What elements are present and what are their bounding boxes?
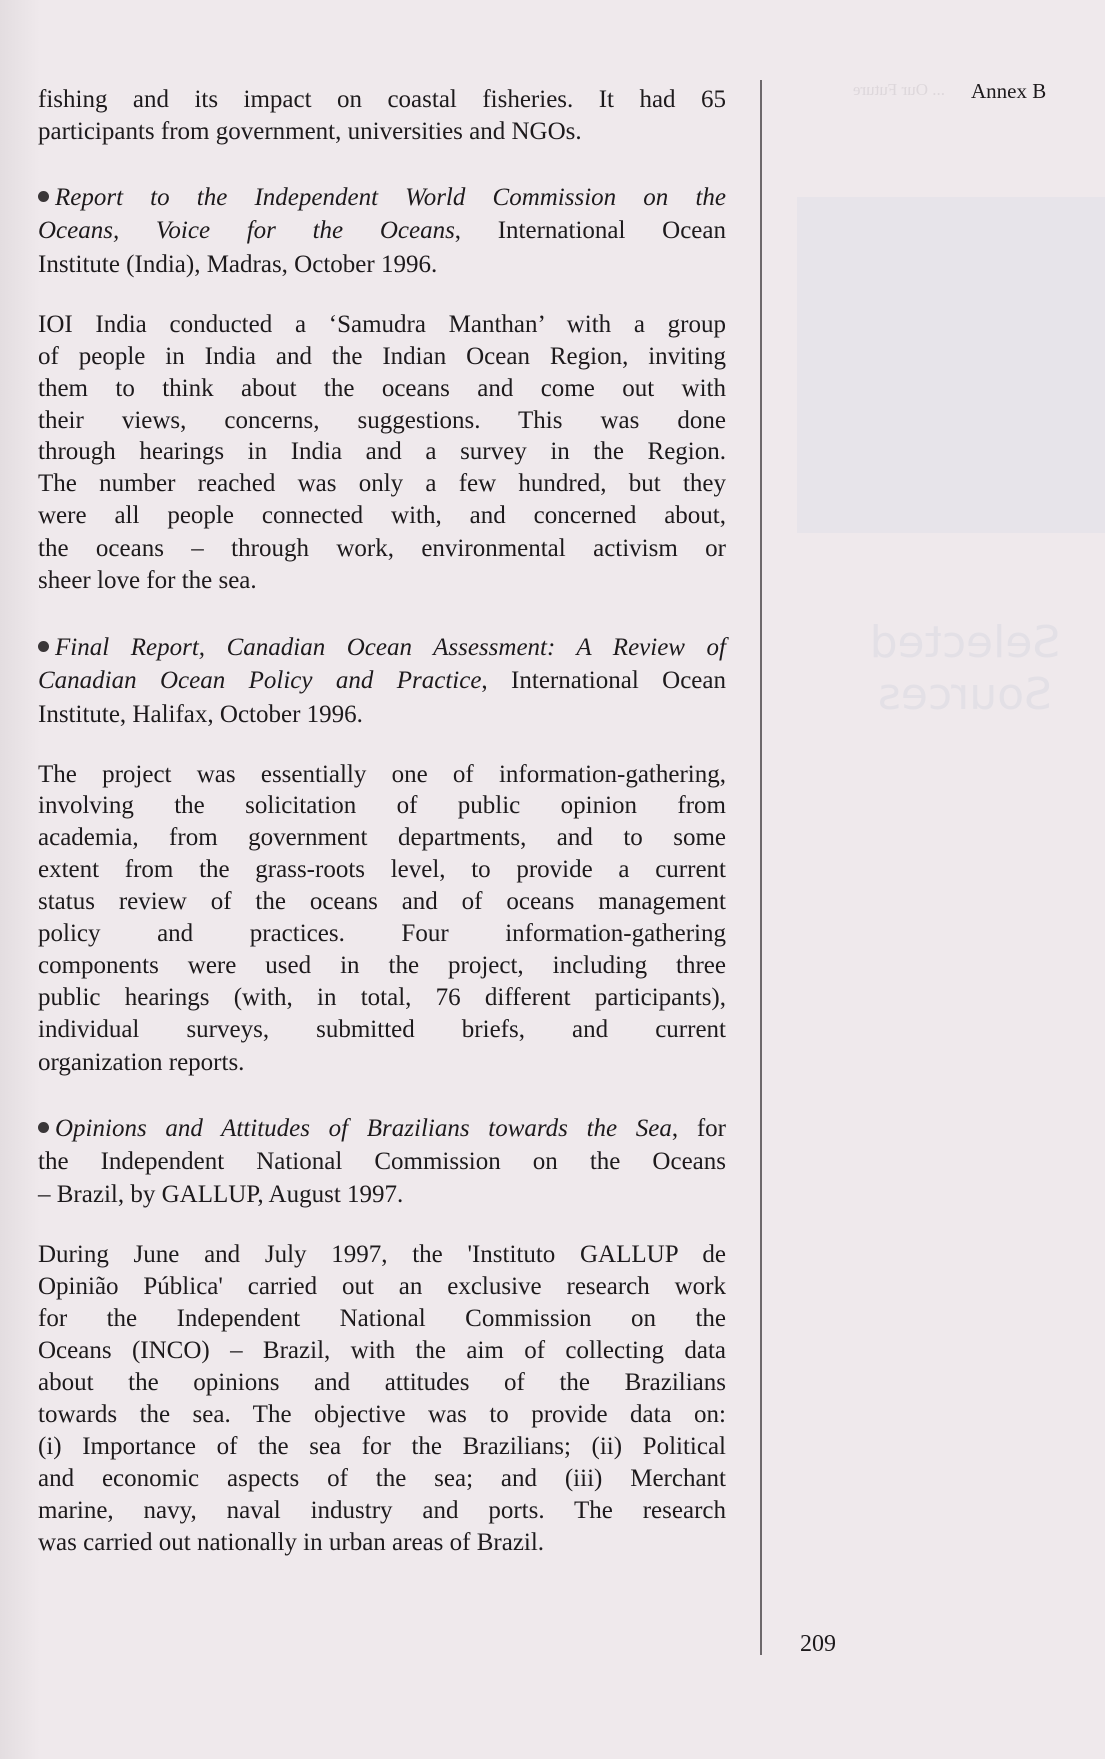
paragraph-line: through hearings in India and a survey in the Region. — [38, 438, 726, 465]
paragraph-line: During June and July 1997, the 'Instituto GALLUP de — [38, 1241, 726, 1268]
bullet-icon — [38, 1122, 49, 1133]
paragraph-line: about the opinions and attitudes of the Brazilians — [38, 1369, 726, 1396]
reference-entry-line: Opinions and Attitudes of Brazilians towards the Sea, for — [38, 1113, 726, 1145]
paragraph-line: marine, navy, naval industry and ports. The research — [38, 1497, 726, 1524]
paragraph-line: towards the sea. The objective was to provide data on: — [38, 1401, 726, 1428]
paragraph-line: The project was essentially one of information-gathering, — [38, 761, 726, 788]
paragraph-line: academia, from government departments, and to some — [38, 824, 726, 851]
paragraph-line: organization reports. — [38, 1049, 245, 1076]
paragraph-line: the oceans – through work, environmental activism or — [38, 535, 726, 562]
paragraph-line: sheer love for the sea. — [38, 567, 257, 594]
paragraph-line: participants from government, universities and NGOs. — [38, 118, 582, 145]
reference-title: Opinions and Attitudes of Brazilians towards the Sea — [55, 1115, 672, 1142]
paragraph-line: public hearings (with, in total, 76 different participants), — [38, 984, 726, 1011]
bleed-through-title-line1: Selected — [869, 617, 1061, 668]
paragraph-line: individual surveys, submitted briefs, and current — [38, 1016, 726, 1043]
bullet-icon — [38, 191, 49, 202]
reference-title: Canadian Ocean Policy and Practice — [38, 667, 482, 694]
paragraph-line: components were used in the project, including three — [38, 952, 726, 979]
paragraph-line: Oceans (INCO) – Brazil, with the aim of collecting data — [38, 1337, 726, 1364]
page-gutter-shadow — [0, 0, 40, 1759]
reference-entry-line: Oceans, Voice for the Oceans, International Ocean — [38, 217, 726, 244]
reference-entry-line: – Brazil, by GALLUP, August 1997. — [38, 1181, 404, 1208]
reference-entry-line: Canadian Ocean Policy and Practice, International Ocean — [38, 667, 726, 694]
running-head: Annex B — [971, 79, 1047, 103]
paragraph-line: (i) Importance of the sea for the Brazilians; (ii) Political — [38, 1433, 726, 1460]
paragraph-line: were all people connected with, and concerned about, — [38, 502, 726, 529]
paragraph-line: of people in India and the Indian Ocean Region, inviting — [38, 343, 726, 370]
paragraph-line: fishing and its impact on coastal fisheries. It had 65 — [38, 86, 726, 113]
paragraph-line: involving the solicitation of public opinion from — [38, 792, 726, 819]
paragraph-line: The number reached was only a few hundred, but they — [38, 470, 726, 497]
reference-entry-line: Institute, Halifax, October 1996. — [38, 701, 363, 728]
paragraph-line: extent from the grass-roots level, to provide a current — [38, 856, 726, 883]
bleed-through-title-line2: Sources — [877, 669, 1053, 720]
paragraph-line: status review of the oceans and of oceans management — [38, 888, 726, 915]
page-number: 209 — [800, 1631, 836, 1657]
bullet-icon — [38, 641, 49, 652]
reference-entry-line: Institute (India), Madras, October 1996. — [38, 251, 438, 278]
reference-title: Report to the Independent World Commission on the — [55, 184, 726, 211]
reference-entry-line: the Independent National Commission on the Oceans — [38, 1148, 726, 1175]
paragraph-line: their views, concerns, suggestions. This was done — [38, 407, 726, 434]
paragraph-line: policy and practices. Four information-gathering — [38, 920, 726, 947]
paragraph-line: IOI India conducted a ‘Samudra Manthan’ with a group — [38, 311, 726, 338]
paragraph-line: Opinião Pública' carried out an exclusive research work — [38, 1273, 726, 1300]
paragraph-line: and economic aspects of the sea; and (iii) Merchant — [38, 1465, 726, 1492]
column-divider-rule — [760, 80, 762, 1655]
bleed-through-image-box — [797, 197, 1105, 533]
reference-entry-line — [38, 182, 726, 214]
paragraph-line: was carried out nationally in urban areas of Brazil. — [38, 1529, 545, 1556]
reference-title: Oceans, Voice for the Oceans — [38, 217, 455, 244]
bleed-through-header: ... Our Future — [852, 80, 945, 99]
reference-title: Final Report, Canadian Ocean Assessment: A Review of — [55, 634, 726, 661]
reference-entry-line — [38, 632, 726, 664]
paragraph-line: them to think about the oceans and come out with — [38, 375, 726, 402]
paragraph-line: for the Independent National Commission on the — [38, 1305, 726, 1332]
